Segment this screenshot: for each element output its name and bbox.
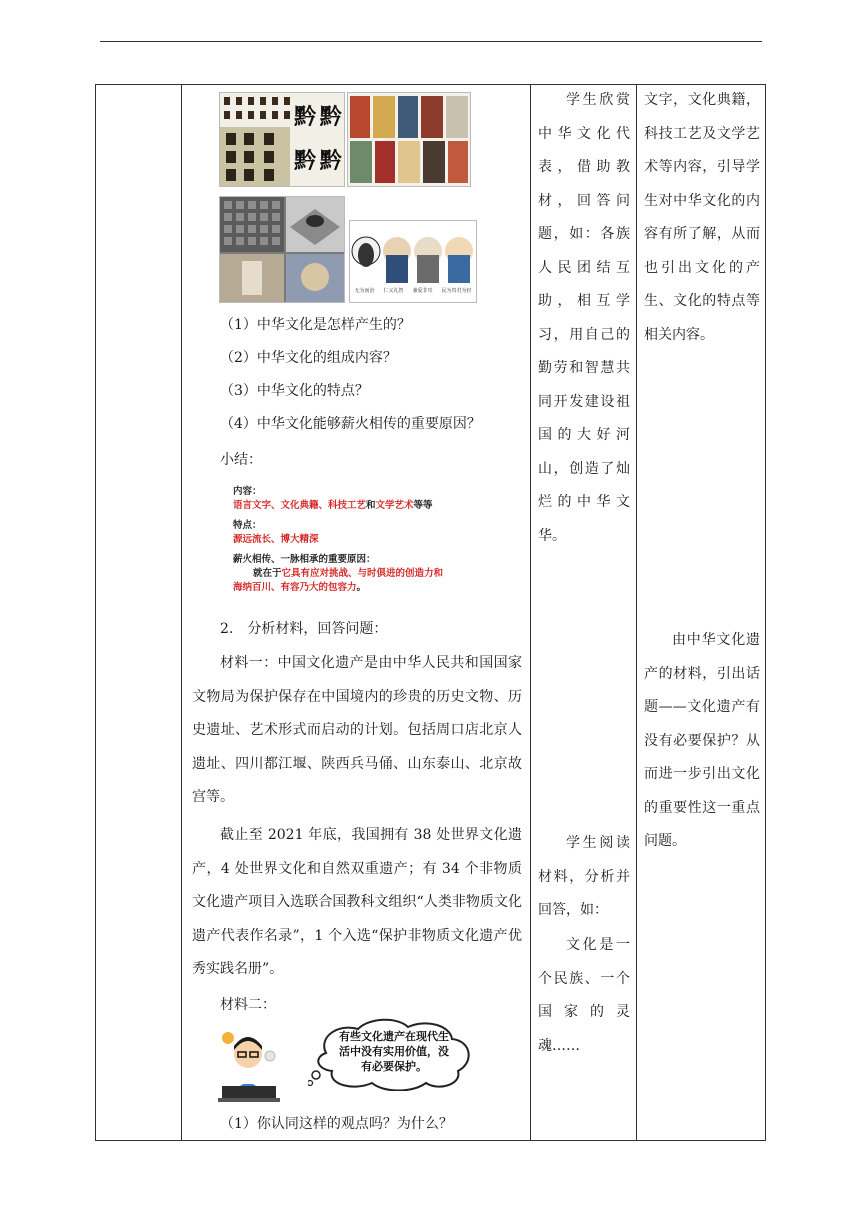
movable-type-and-compass-image xyxy=(219,196,345,303)
cartoon-person-image xyxy=(218,1026,280,1104)
question-3: （3）中华文化的特点？ xyxy=(220,383,369,399)
question-4: （4）中华文化能够薪火相传的重要原因？ xyxy=(220,416,481,432)
student-activity-1: 学生欣赏中华文化代表，借助教材，回答问题，如：各族人民团结互助，相互学习，用自己的勤劳和智慧共同开发建设祖国的大好河山，创造了灿烂的中华文华。 xyxy=(538,92,630,544)
portrait-captions xyxy=(350,287,476,294)
philosophers-portraits-image xyxy=(349,220,477,303)
column-divider xyxy=(181,85,182,1140)
reason-text: 它具有应对挑战、与时俱进的创造力和 xyxy=(281,568,444,579)
portrait-caption: 兼爱非攻 xyxy=(412,288,433,294)
question-1: （1）中华文化是怎样产生的？ xyxy=(220,317,411,333)
student-activity-2: 学生阅读材料，分析并回答，如： xyxy=(538,835,630,918)
portrait-caption: 仁义礼智 xyxy=(383,288,404,294)
material-2-label: 材料二： xyxy=(220,997,276,1013)
task-2-heading: 2. 分析材料，回答问题： xyxy=(220,621,388,637)
portrait-caption: 无为而治 xyxy=(354,288,375,294)
student-activity-3: 文化是一个民族、一个国家的灵魂…… xyxy=(538,937,630,1054)
content-items: 文学艺术 xyxy=(375,500,414,511)
portrait-caption: 民为贵君为轻 xyxy=(441,288,472,294)
feature-text: 源远流长、博大精深 xyxy=(233,534,319,545)
summary-box: 内容： 语言文字、文化典籍、科技工艺和文学艺术等等 特点： 源远流长、博大精深 薪火相传、一脉相承的重要原因： 就在于它具有应对挑战、与时俱进的创造力和 海纳百川、有容乃大的包容力。 xyxy=(233,485,493,595)
design-intent-1: 文字，文化典籍，科技工艺及文学艺术等内容，引导学生对中华文化的内容有所了解，从而也引出文化的产生、文化的特点等相关内容。 xyxy=(644,92,760,343)
feature-label: 特点： xyxy=(233,520,262,531)
question-material-2: （1）你认同这样的观点吗？为什么？ xyxy=(220,1116,453,1132)
reason-text: 海纳百川、有容乃大的包容力 xyxy=(233,582,357,593)
design-intent-2: 由中华文化遗产的材料，引出话题——文化遗产有没有必要保护？从而进一步引出文化的重要性这一重点问题。 xyxy=(644,632,760,849)
question-2: （2）中华文化的组成内容？ xyxy=(220,350,397,366)
calligraphy-characters: 黔 黔 黔 黔 xyxy=(294,104,340,174)
content-items: 语言文字、文化典籍、科技工艺 xyxy=(233,500,367,511)
bubble-text: 有些文化遗产在现代生活中没有实用价值，没有必要保护。 xyxy=(339,1030,449,1073)
material-1: 材料一：中国文化遗产是由中华人民共和国国家文物局为保护保存在中国境内的珍贵的历史文物、历史遗址、艺术形式而启动的计划。包括周口店北京人遗址、四川都江堰、陕西兵马俑、山东泰山、北京故宫等。 xyxy=(192,655,522,805)
ancient-script-image xyxy=(219,92,345,187)
thought-bubble xyxy=(308,1017,478,1091)
column-divider xyxy=(530,85,531,1140)
reason-label: 薪火相传、一脉相承的重要原因： xyxy=(233,554,376,565)
header-rule xyxy=(100,41,762,42)
material-1-stats: 截止至 2021 年底，我国拥有 38 处世界文化遗产，4 处世界文化和自然双重遗产；有 34 个非物质文化遗产项目入选联合国教科文组织“人类非物质文化遗产代表作名录”，1 个入选“保护非物质文化遗产优秀实践名册”。 xyxy=(192,827,522,977)
summary-label: 小结： xyxy=(220,452,262,468)
content-label: 内容： xyxy=(233,486,262,497)
classic-books-image xyxy=(347,92,471,187)
column-divider xyxy=(636,85,637,1140)
